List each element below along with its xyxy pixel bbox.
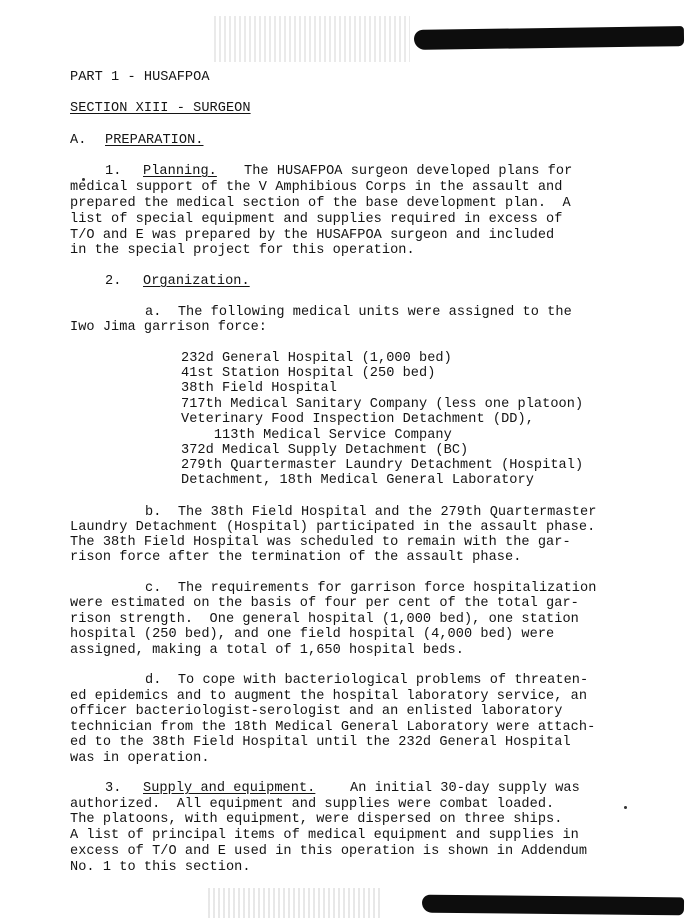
item3-line: An initial 30-day supply was [350, 781, 580, 796]
item3-number: 3. [105, 781, 122, 796]
item2d-line: officer bacteriologist-serologist and an enlisted laboratory [70, 704, 563, 719]
item2c-line: assigned, making a total of 1,650 hospital beds. [70, 643, 464, 658]
item2d-line: technician from the 18th Medical General Laboratory were attach- [70, 720, 596, 735]
item2b-line: b. The 38th Field Hospital and the 279th Quartermaster [145, 505, 597, 520]
item1-title: Planning. [143, 164, 217, 179]
item2d-line: ed epidemics and to augment the hospital laboratory service, an [70, 689, 588, 704]
item2b-line: The 38th Field Hospital was scheduled to remain with the gar- [70, 535, 571, 550]
item3-line: authorized. All equipment and supplies were combat loaded. [70, 797, 555, 812]
item1-line: T/O and E was prepared by the HUSAFPOA surgeon and included [70, 228, 555, 243]
faded-stamp-bottom [208, 888, 380, 918]
item3-line: A list of principal items of medical equipment and supplies in [70, 828, 579, 843]
unit-list-item: Veterinary Food Inspection Detachment (DD), [181, 412, 534, 427]
redaction-bar-top [414, 26, 684, 50]
item2b-line: rison force after the termination of the assault phase. [70, 550, 522, 565]
item2c-line: c. The requirements for garrison force hospitalization [145, 581, 597, 596]
redaction-bar-bottom [422, 895, 684, 916]
item2b-line: Laundry Detachment (Hospital) participated in the assault phase. [70, 520, 596, 535]
item2a-line: Iwo Jima garrison force: [70, 320, 267, 335]
unit-list-item: Detachment, 18th Medical General Laboratory [181, 473, 534, 488]
item2c-line: rison strength. One general hospital (1,000 bed), one station [70, 612, 579, 627]
unit-list-item: 113th Medical Service Company [181, 428, 452, 443]
section-a-letter: A. [70, 133, 87, 148]
unit-list-item: 279th Quartermaster Laundry Detachment (Hospital) [181, 458, 584, 473]
item1-line: list of special equipment and supplies required in excess of [70, 212, 563, 227]
item2-number: 2. [105, 274, 122, 289]
item3-line: excess of T/O and E used in this operation is shown in Addendum [70, 844, 588, 859]
unit-list-item: 38th Field Hospital [181, 381, 337, 396]
unit-list-item: 41st Station Hospital (250 bed) [181, 366, 436, 381]
item1-number: 1. [105, 164, 122, 179]
margin-mark [624, 806, 627, 809]
item1-line: in the special project for this operation. [70, 243, 415, 258]
item3-title: Supply and equipment. [143, 781, 316, 796]
unit-list-item: 232d General Hospital (1,000 bed) [181, 351, 452, 366]
item2c-line: were estimated on the basis of four per cent of the total gar- [70, 596, 579, 611]
item2c-line: hospital (250 bed), and one field hospital (4,000 bed) were [70, 627, 555, 642]
item2-title: Organization. [143, 274, 250, 289]
item3-line: The platoons, with equipment, were dispersed on three ships. [70, 812, 563, 827]
item1-line: prepared the medical section of the base development plan. A [70, 196, 571, 211]
section-a-title: PREPARATION. [105, 133, 204, 148]
unit-list-item: 372d Medical Supply Detachment (BC) [181, 443, 469, 458]
item2d-line: ed to the 38th Field Hospital until the 232d General Hospital [70, 735, 571, 750]
item2d-line: was in operation. [70, 751, 210, 766]
unit-list-item: 717th Medical Sanitary Company (less one platoon) [181, 397, 584, 412]
item1-line: The HUSAFPOA surgeon developed plans for [244, 164, 573, 179]
faded-stamp-top [214, 16, 410, 62]
item2a-line: a. The following medical units were assigned to the [145, 305, 572, 320]
item3-line: No. 1 to this section. [70, 860, 251, 875]
item1-line: medical support of the V Amphibious Corps in the assault and [70, 180, 563, 195]
part-title: PART 1 - HUSAFPOA [70, 70, 210, 85]
item2d-line: d. To cope with bacteriological problems of threaten- [145, 673, 589, 688]
section-title: SECTION XIII - SURGEON [70, 101, 251, 116]
